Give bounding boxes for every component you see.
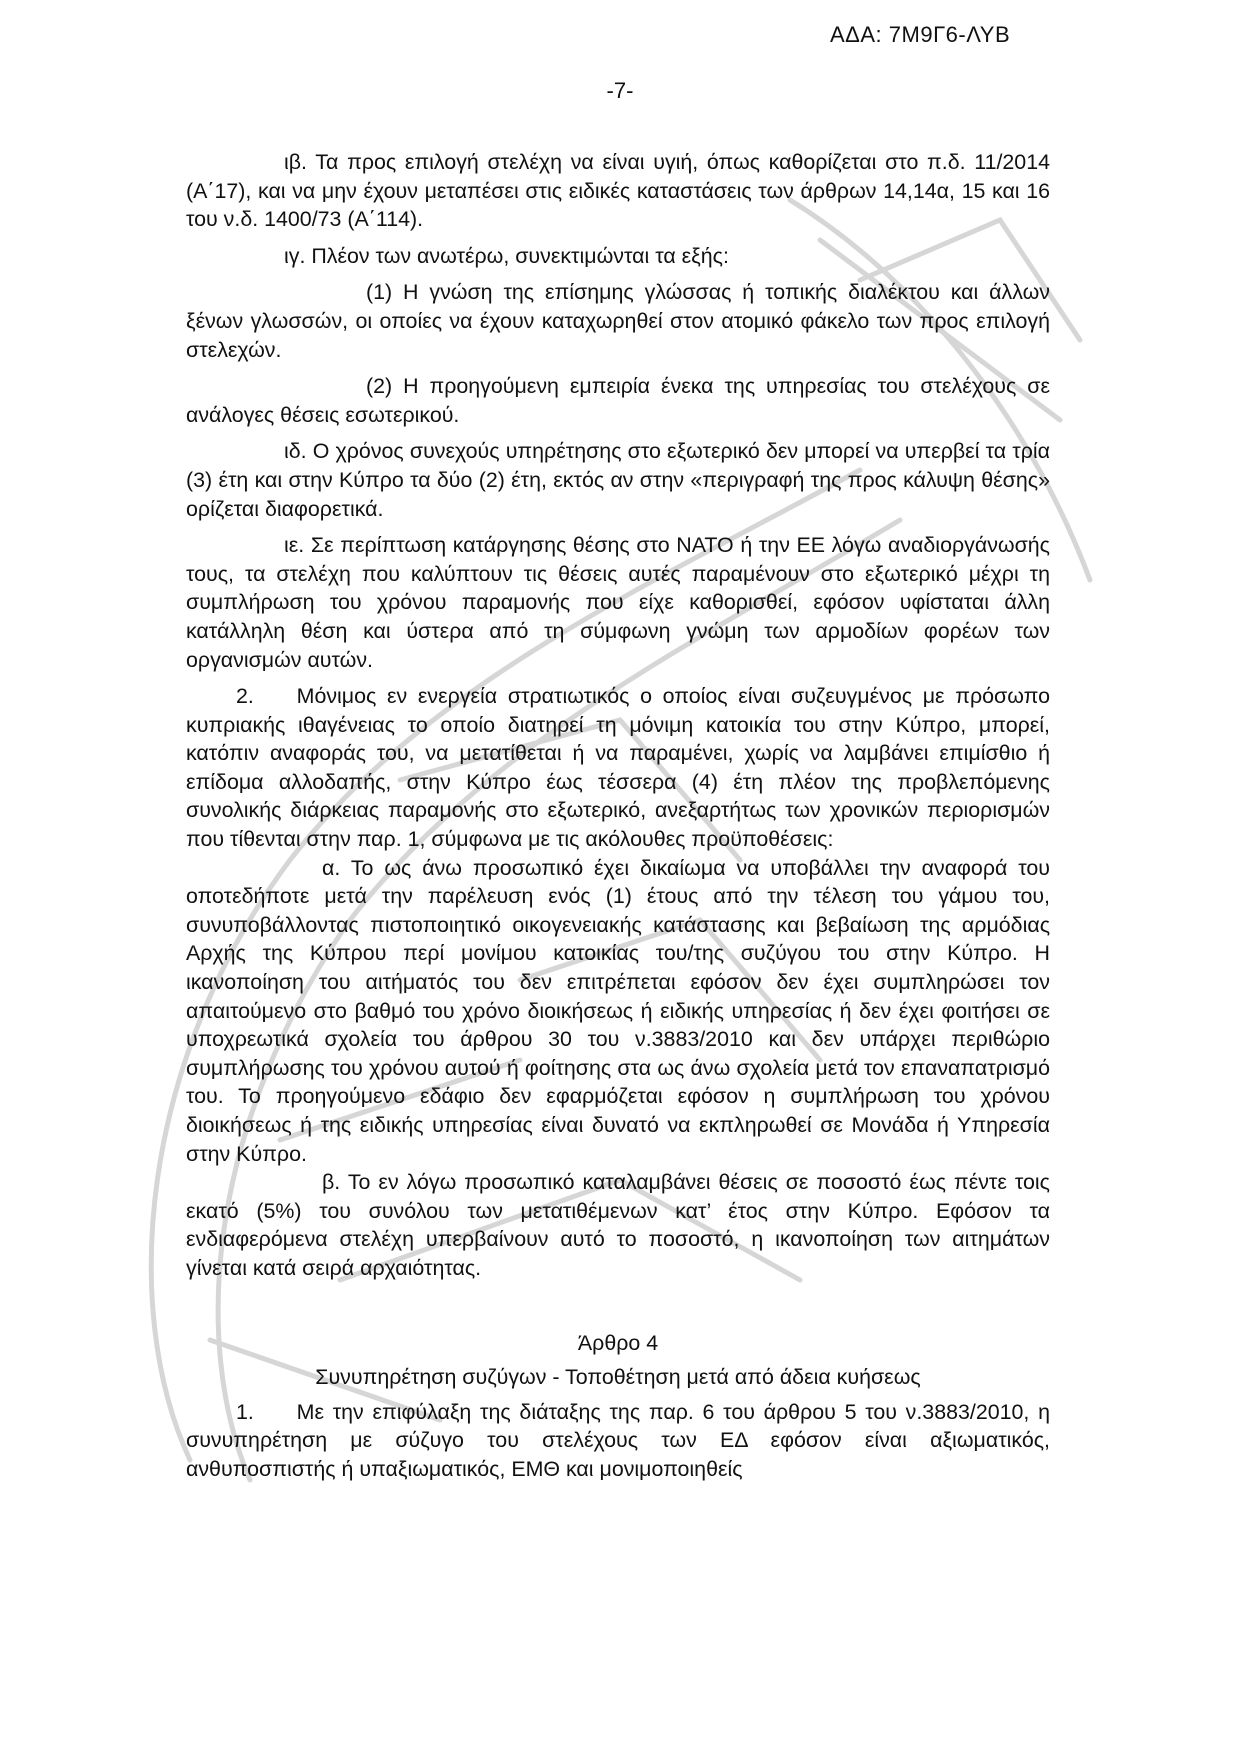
article-paragraph-1: 1. Με την επιφύλαξη της διάταξης της παρ. 6 του άρθρου 5 του ν.3883/2010, η συνυπηρέτηση με σύζυγο του στελέχους των ΕΔ εφόσον είναι αξιωματικός, ανθυποσπιστής ή υπαξιωματικός, ΕΜΘ και μονιμοποιηθείς (186, 1399, 1050, 1481)
paragraph-ig-2: (2) Η προηγούμενη εμπειρία ένεκα της υπηρεσίας του στελέχους σε ανάλογες θέσεις εσωτερικού. (186, 374, 1050, 427)
paragraph-id: ιδ. Ο χρόνος συνεχούς υπηρέτησης στο εξωτερικό δεν μπορεί να υπερβεί τα τρία (3) έτη και στην Κύπρο τα δύο (2) έτη, εκτός αν στην «περιγραφή της προς κάλυψη θέσης» ορίζεται διαφορετικά. (186, 439, 1050, 521)
page-number: -7- (606, 78, 634, 103)
paragraph-ig-1: (1) Η γνώση της επίσημης γλώσσας ή τοπικής διαλέκτου και άλλων ξένων γλωσσών, οι οποίες να έχουν καταχωρηθεί στον ατομικό φάκελο των προς επιλογή στελεχών. (186, 280, 1050, 362)
paragraph-ig: ιγ. Πλέον των ανωτέρω, συνεκτιμώνται τα εξής: (284, 243, 729, 268)
paragraph-2b: β. Το εν λόγω προσωπικό καταλαμβάνει θέσεις σε ποσοστό έως πέντε τοις εκατό (5%) του συνόλου των μετατιθέμενων κατ’ έτος στην Κύπρο. Εφόσον τα ενδιαφερόμενα στελέχη υπερβαίνουν αυτό το ποσοστό, η ικανοποίηση των αιτημάτων γίνεται κατά σειρά αρχαιότητας. (186, 1170, 1050, 1280)
article-title: Άρθρο 4 (577, 1330, 659, 1355)
paragraph-ib: ιβ. Τα προς επιλογή στελέχη να είναι υγιή, όπως καθορίζεται στο π.δ. 11/2014 (Α΄17), και να μην έχουν μεταπέσει στις ειδικές καταστάσεις των άρθρων 14,14α, 15 και 16 του ν.δ. 1400/73 (Α΄114). (186, 150, 1050, 232)
article-subtitle: Συνυπηρέτηση συζύγων - Τοποθέτηση μετά από άδεια κυήσεως (315, 1365, 921, 1390)
paragraph-ie: ιε. Σε περίπτωση κατάργησης θέσης στο ΝΑΤΟ ή την ΕΕ λόγω αναδιοργάνωσής τους, τα στελέχη που καλύπτουν τις θέσεις αυτές παραμένουν στο εξωτερικό μέχρι τη συμπλήρωση του χρόνου παραμονής που είχε καθορισθεί, εφόσον υφίσταται άλλη κατάλληλη θέση και ύστερα από τη σύμφωνη γνώμη των αρμοδίων φορέων των οργανισμών αυτών. (186, 533, 1050, 672)
document-body (186, 148, 1050, 1484)
ada-code: ΑΔΑ: 7Μ9Γ6-ΛΥΒ (830, 22, 1011, 47)
paragraph-2a: α. Το ως άνω προσωπικό έχει δικαίωμα να υποβάλλει την αναφορά του οποτεδήποτε μετά την παρέλευση ενός (1) έτους από την τέλεση του γάμου του, συνυποβάλλοντας πιστοποιητικό οικογενειακής κατάστασης και βεβαίωση της αρμόδιας Αρχής της Κύπρου περί μονίμου κατοικίας του/της συζύγου του στην Κύπρο. Η ικανοποίηση του αιτήματός του δεν επιτρέπεται εφόσον δεν έχει συμπληρώσει τον απαιτούμενο στο βαθμό του χρόνο διοικήσεως ή ειδικής υπηρεσίας ή δεν έχει φοιτήσει σε υποχρεωτικά σχολεία του άρθρου 30 του ν.3883/2010 και δεν υπάρχει περιθώριο συμπλήρωσης του χρόνου αυτού ή φοίτησης στα ως άνω σχολεία μετά τον επαναπατρισμό του. Το προηγούμενο εδάφιο δεν εφαρμόζεται εφόσον η συμπλήρωση του χρόνου διοικήσεως ή της ειδικής υπηρεσίας είναι δυνατό να εκπληρωθεί σε Μονάδα ή Υπηρεσία στην Κύπρο. (186, 855, 1050, 1166)
paragraph-2: 2. Μόνιμος εν ενεργεία στρατιωτικός ο οποίος είναι συζευγμένος με πρόσωπο κυπριακής ιθαγένειας το οποίο διατηρεί τη μόνιμη κατοικία του στην Κύπρο, μπορεί, κατόπιν αναφοράς του, να μετατίθεται ή να παραμένει, χωρίς να λαμβάνει επιμίσθιο ή επίδομα αλλοδαπής, στην Κύπρο έως τέσσερα (4) έτη πλέον της προβλεπόμενης συνολικής διάρκειας παραμονής στο εξωτερικό, ανεξαρτήτως των χρονικών περιορισμών που τίθενται στην παρ. 1, σύμφωνα με τις ακόλουθες προϋποθέσεις: (186, 684, 1050, 852)
